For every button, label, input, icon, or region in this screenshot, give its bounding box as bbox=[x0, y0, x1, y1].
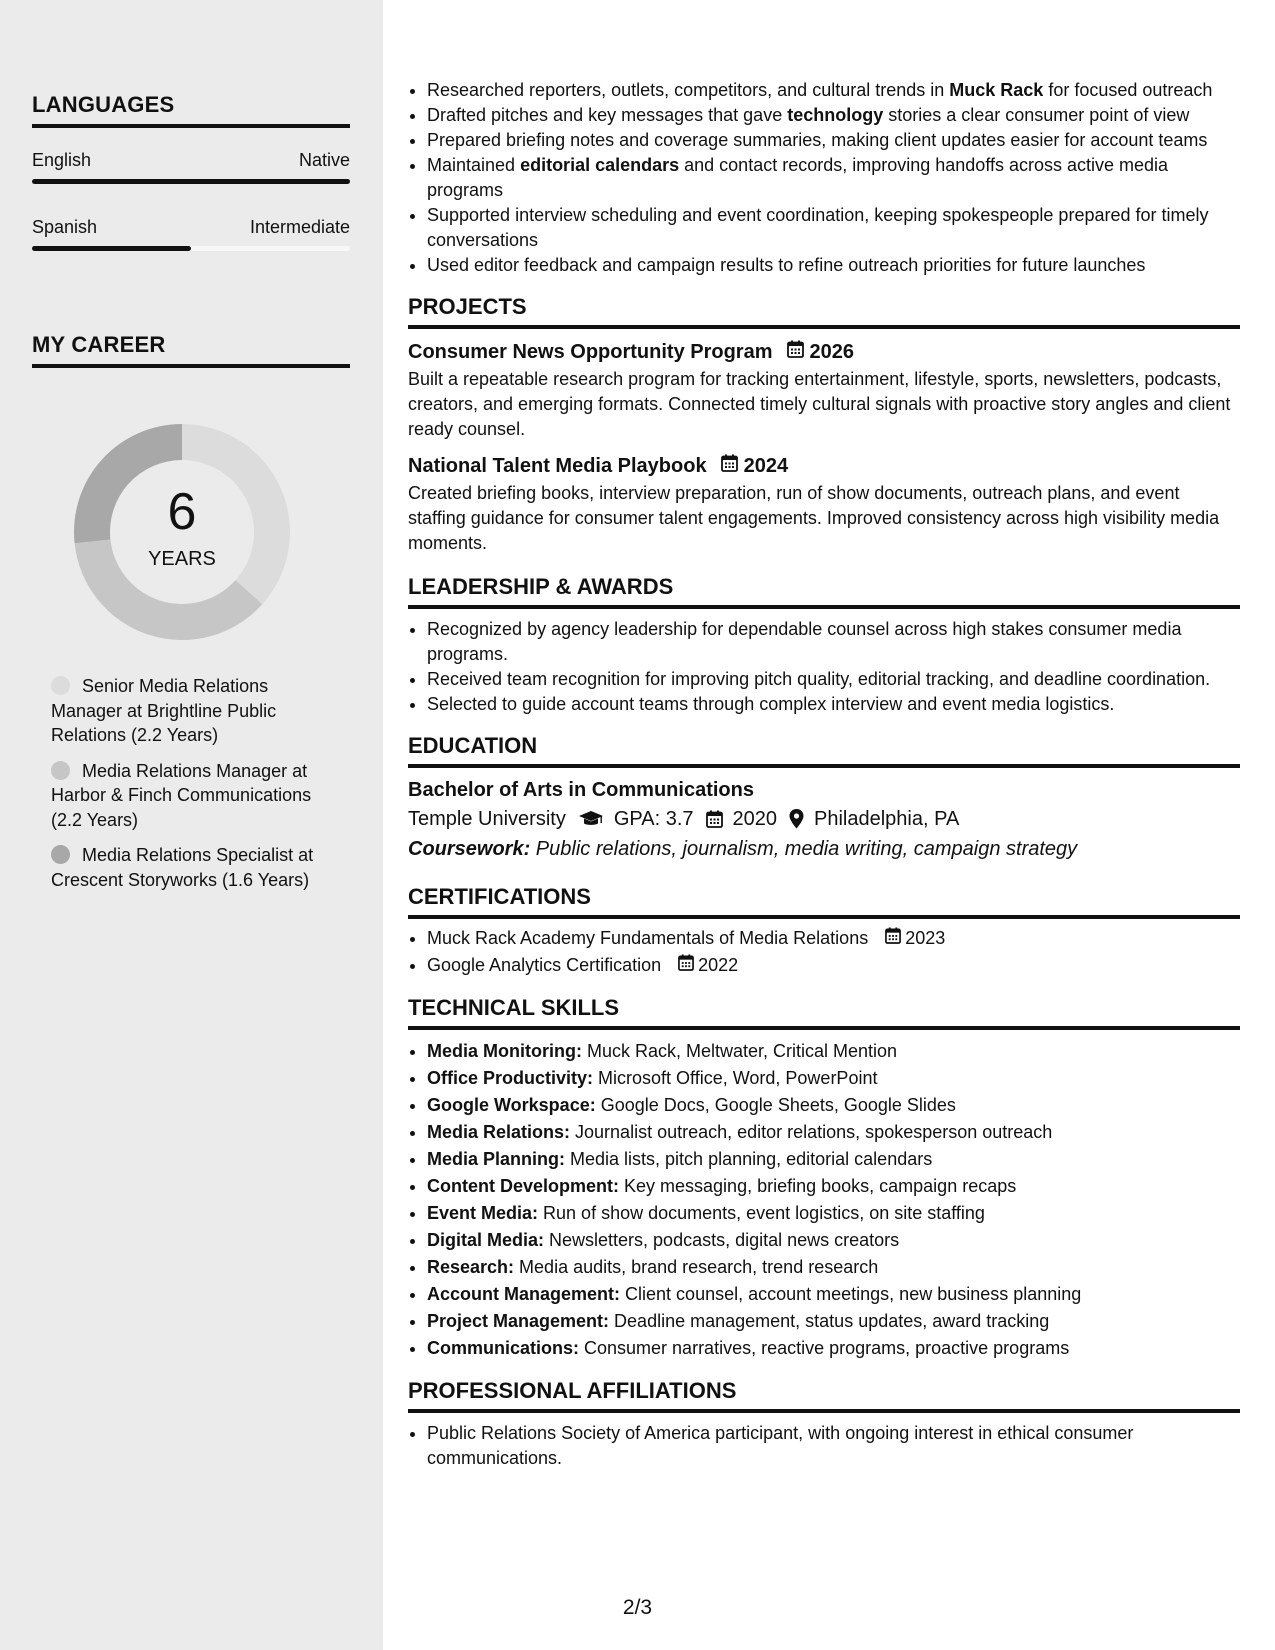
skill-value: Media lists, pitch planning, editorial calendars bbox=[565, 1149, 933, 1169]
skill-value: Newsletters, podcasts, digital news creators bbox=[544, 1230, 900, 1250]
bullet-highlight: technology bbox=[787, 105, 884, 125]
skill-item bbox=[427, 1092, 1240, 1119]
skill-value: Key messaging, briefing books, campaign recaps bbox=[619, 1176, 1017, 1196]
certification-name: Google Analytics Certification bbox=[427, 955, 662, 975]
skill-value: Consumer narratives, reactive programs, proactive programs bbox=[579, 1338, 1070, 1358]
affiliations-list bbox=[408, 1421, 1240, 1471]
legend-dot bbox=[51, 761, 70, 780]
project-year: 2026 bbox=[809, 341, 854, 363]
career-legend bbox=[51, 674, 341, 903]
affiliation-item: • Public Relations Society of America participant, with ongoing interest in ethical consumer communications. bbox=[427, 1421, 1240, 1471]
projects-title: PROJECTS bbox=[408, 292, 1240, 329]
skill-value: Muck Rack, Meltwater, Critical Mention bbox=[581, 1041, 898, 1061]
project-name: Consumer News Opportunity Program bbox=[408, 341, 773, 363]
career-total-unit: YEARS bbox=[148, 548, 216, 570]
languages-section bbox=[32, 92, 350, 251]
skill-item bbox=[427, 1173, 1240, 1200]
skill-item bbox=[427, 1254, 1240, 1281]
leadership-title: LEADERSHIP & AWARDS bbox=[408, 572, 1240, 609]
location-pin-icon bbox=[789, 809, 804, 829]
leadership-item: • Recognized by agency leadership for dependable counsel across high stakes consumer media programs. bbox=[427, 617, 1240, 667]
language-item bbox=[32, 150, 350, 184]
legend-dot bbox=[51, 845, 70, 864]
experience-bullet bbox=[427, 78, 1240, 103]
experience-bullet bbox=[427, 203, 1240, 253]
bullet-text: stories a clear consumer point of view bbox=[883, 105, 1190, 125]
career-legend-label: Senior Media Relations Manager at Brightline Public Relations (2.2 Years) bbox=[51, 676, 277, 745]
leadership-list bbox=[408, 617, 1240, 717]
education-location: Philadelphia, PA bbox=[814, 808, 960, 830]
skill-item bbox=[427, 1038, 1240, 1065]
skill-item bbox=[427, 1146, 1240, 1173]
bullet-text: Used editor feedback and campaign results to refine outreach priorities for future launches bbox=[427, 255, 1146, 275]
leadership-item: • Received team recognition for improving pitch quality, editorial tracking, and deadline coordination. bbox=[427, 667, 1240, 692]
skill-item bbox=[427, 1308, 1240, 1335]
education-title: EDUCATION bbox=[408, 731, 1240, 768]
calendar-icon bbox=[706, 810, 723, 828]
skill-label: Digital Media: bbox=[427, 1230, 545, 1250]
skill-label: Media Relations: bbox=[427, 1122, 571, 1142]
education-details bbox=[408, 804, 1240, 834]
career-legend-item bbox=[51, 674, 341, 748]
career-title: MY CAREER bbox=[32, 332, 350, 368]
calendar-icon bbox=[885, 925, 901, 952]
experience-bullet bbox=[427, 128, 1240, 153]
education-degree: Bachelor of Arts in Communications bbox=[408, 779, 754, 801]
skill-value: Microsoft Office, Word, PowerPoint bbox=[593, 1068, 878, 1088]
skill-item bbox=[427, 1119, 1240, 1146]
education-school: Temple University bbox=[408, 808, 566, 830]
career-donut-chart bbox=[62, 412, 302, 652]
calendar-icon bbox=[678, 952, 694, 979]
certifications-list bbox=[408, 925, 1240, 979]
career-legend-item bbox=[51, 759, 341, 833]
career-legend-label: Media Relations Manager at Harbor & Finch Communications (2.2 Years) bbox=[51, 760, 312, 830]
skill-label: Event Media: bbox=[427, 1203, 539, 1223]
page-number: 2/3 bbox=[622, 1596, 653, 1619]
experience-bullet bbox=[427, 103, 1240, 128]
project-entry bbox=[408, 338, 1240, 442]
certification-name: Muck Rack Academy Fundamentals of Media Relations bbox=[427, 928, 869, 948]
project-name: National Talent Media Playbook bbox=[408, 455, 707, 477]
language-level-bar bbox=[32, 179, 350, 184]
languages-title: LANGUAGES bbox=[32, 92, 350, 128]
education-coursework bbox=[408, 834, 1240, 864]
education-year: 2020 bbox=[732, 808, 777, 830]
certifications-title: CERTIFICATIONS bbox=[408, 882, 1240, 919]
skill-item bbox=[427, 1335, 1240, 1362]
bullet-text: Prepared briefing notes and coverage summaries, making client updates easier for account teams bbox=[427, 130, 1208, 150]
skill-value: Run of show documents, event logistics, on site staffing bbox=[538, 1203, 985, 1223]
language-name: English bbox=[32, 150, 92, 170]
sidebar bbox=[0, 0, 383, 1650]
skill-item bbox=[427, 1227, 1240, 1254]
skill-label: Communications: bbox=[427, 1338, 580, 1358]
legend-dot bbox=[51, 676, 70, 695]
coursework-text: Public relations, journalism, media writing, campaign strategy bbox=[530, 838, 1078, 860]
bullet-text: for focused outreach bbox=[1043, 80, 1213, 100]
skill-value: Client counsel, account meetings, new business planning bbox=[620, 1284, 1082, 1304]
coursework-label: Coursework: bbox=[408, 838, 531, 860]
skill-label: Media Monitoring: bbox=[427, 1041, 582, 1061]
skill-label: Google Workspace: bbox=[427, 1095, 596, 1115]
experience-bullet bbox=[427, 153, 1240, 203]
certification-year: 2023 bbox=[905, 928, 946, 948]
career-legend-label: Media Relations Specialist at Crescent Storyworks (1.6 Years) bbox=[51, 845, 314, 890]
project-description: Built a repeatable research program for tracking entertainment, lifestyle, sports, newsletters, podcasts, creators, and emerging formats. Connected timely cultural signals with proactive story angles and client ready counsel. bbox=[408, 369, 1231, 439]
experience-bullet bbox=[427, 253, 1240, 278]
bullet-text: and contact records, improving handoffs across active media programs bbox=[427, 155, 1169, 200]
calendar-icon bbox=[721, 452, 738, 480]
language-level-bar bbox=[32, 246, 350, 251]
education-gpa: GPA: 3.7 bbox=[613, 808, 694, 830]
main-content bbox=[408, 78, 1240, 1471]
skill-label: Research: bbox=[427, 1257, 515, 1277]
bullet-text: Supported interview scheduling and event coordination, keeping spokespeople prepared for timely conversations bbox=[427, 205, 1209, 250]
skill-value: Google Docs, Google Sheets, Google Slides bbox=[595, 1095, 956, 1115]
project-description: Created briefing books, interview preparation, run of show documents, outreach plans, and event staffing guidance for consumer talent engagements. Improved consistency across high visibility media moments. bbox=[408, 483, 1220, 553]
project-entry bbox=[408, 452, 1240, 556]
skills-list bbox=[408, 1038, 1240, 1362]
bullet-highlight: editorial calendars bbox=[520, 155, 680, 175]
certification-item bbox=[427, 925, 1240, 952]
language-level-fill bbox=[32, 179, 350, 184]
skill-item bbox=[427, 1281, 1240, 1308]
language-level: Native bbox=[298, 150, 350, 170]
project-year: 2024 bbox=[743, 455, 789, 477]
skills-title: TECHNICAL SKILLS bbox=[408, 993, 1240, 1030]
affiliations-title: PROFESSIONAL AFFILIATIONS bbox=[408, 1376, 1240, 1413]
language-level: Intermediate bbox=[249, 217, 350, 237]
graduation-cap-icon bbox=[578, 810, 604, 828]
language-item bbox=[32, 217, 350, 251]
leadership-item: • Selected to guide account teams through complex interview and event media logistics. bbox=[427, 692, 1240, 717]
skill-item bbox=[427, 1065, 1240, 1092]
skill-label: Project Management: bbox=[427, 1311, 610, 1331]
language-level-fill bbox=[32, 246, 191, 251]
skill-label: Content Development: bbox=[427, 1176, 620, 1196]
calendar-icon bbox=[787, 338, 804, 366]
skill-value: Journalist outreach, editor relations, spokesperson outreach bbox=[570, 1122, 1053, 1142]
bullet-text: Researched reporters, outlets, competitors, and cultural trends in bbox=[427, 80, 950, 100]
career-legend-item bbox=[51, 843, 341, 892]
experience-bullets bbox=[408, 78, 1240, 278]
skill-item bbox=[427, 1200, 1240, 1227]
certification-year: 2022 bbox=[698, 955, 739, 975]
certification-item bbox=[427, 952, 1240, 979]
bullet-text: Maintained bbox=[427, 155, 521, 175]
skill-label: Office Productivity: bbox=[427, 1068, 594, 1088]
career-section bbox=[32, 332, 350, 368]
skill-label: Media Planning: bbox=[427, 1149, 566, 1169]
skill-label: Account Management: bbox=[427, 1284, 621, 1304]
bullet-text: Drafted pitches and key messages that gave bbox=[427, 105, 788, 125]
skill-value: Media audits, brand research, trend research bbox=[514, 1257, 879, 1277]
bullet-highlight: Muck Rack bbox=[949, 80, 1044, 100]
career-total-years: 6 bbox=[167, 483, 197, 541]
language-name: Spanish bbox=[32, 217, 98, 237]
skill-value: Deadline management, status updates, award tracking bbox=[609, 1311, 1050, 1331]
